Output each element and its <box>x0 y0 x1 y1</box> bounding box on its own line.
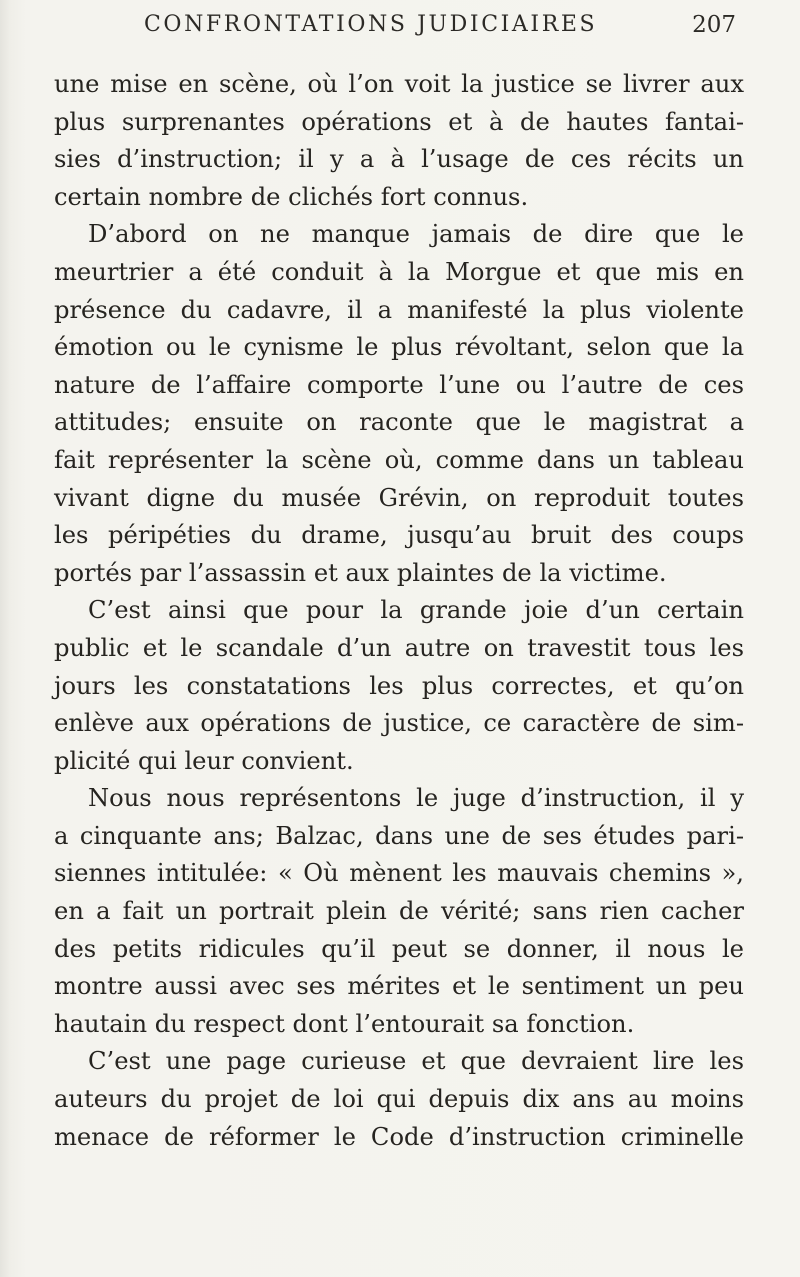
text-line: en a fait un portrait plein de vérité; sans rien cacher <box>54 897 744 926</box>
text-line: D’abord on ne manque jamais de dire que le <box>88 220 744 249</box>
text-line: certain nombre de clichés fort connus. <box>54 182 529 211</box>
text-line: nature de l’affaire comporte l’une ou l’autre de ces <box>54 370 744 399</box>
text-line: jours les constatations les plus correctes, et qu’on <box>54 671 744 700</box>
text-line: Nous nous représentons le juge d’instruction, il y <box>88 784 744 813</box>
text-line: les péripéties du drame, jusqu’au bruit des coups <box>54 521 744 550</box>
text-line: hautain du respect dont l’entourait sa fonction. <box>54 1009 635 1038</box>
running-title: CONFRONTATIONS JUDICIAIRES <box>144 12 598 37</box>
text-line: a cinquante ans; Balzac, dans une de ses études pari- <box>54 821 744 850</box>
text-line: menace de réformer le Code d’instruction criminelle <box>54 1122 744 1151</box>
text-line: émotion ou le cynisme le plus révoltant, selon que la <box>54 333 744 362</box>
text-line: vivant digne du musée Grévin, on reproduit toutes <box>54 483 744 512</box>
text-line: plicité qui leur convient. <box>54 746 354 775</box>
text-line: attitudes; ensuite on raconte que le magistrat a <box>54 408 744 437</box>
text-line: C’est une page curieuse et que devraient lire les <box>88 1047 744 1076</box>
text-line: siennes intitulée: « Où mènent les mauvais chemins », <box>54 859 744 888</box>
text-line: plus surprenantes opérations et à de hautes fantai- <box>54 107 744 136</box>
text-line: fait représenter la scène où, comme dans un tableau <box>54 445 744 474</box>
text-line: présence du cadavre, il a manifesté la plus violente <box>54 295 744 324</box>
text-line: meurtrier a été conduit à la Morgue et que mis en <box>54 257 744 286</box>
text-line: sies d’instruction; il y a à l’usage de ces récits un <box>54 145 744 174</box>
page-number: 207 <box>692 12 736 38</box>
body-text <box>54 66 744 1156</box>
text-line: enlève aux opérations de justice, ce caractère de sim- <box>54 709 744 738</box>
running-head <box>144 12 744 52</box>
text-line: auteurs du projet de loi qui depuis dix ans au moins <box>54 1085 744 1114</box>
text-line: portés par l’assassin et aux plaintes de la victime. <box>54 558 667 587</box>
text-line: des petits ridicules qu’il peut se donner, il nous le <box>54 934 744 963</box>
text-line: C’est ainsi que pour la grande joie d’un certain <box>88 596 744 625</box>
text-line: public et le scandale d’un autre on travestit tous les <box>54 633 744 662</box>
text-line: montre aussi avec ses mérites et le sentiment un peu <box>54 972 744 1001</box>
text-line: une mise en scène, où l’on voit la justice se livrer aux <box>54 70 744 98</box>
